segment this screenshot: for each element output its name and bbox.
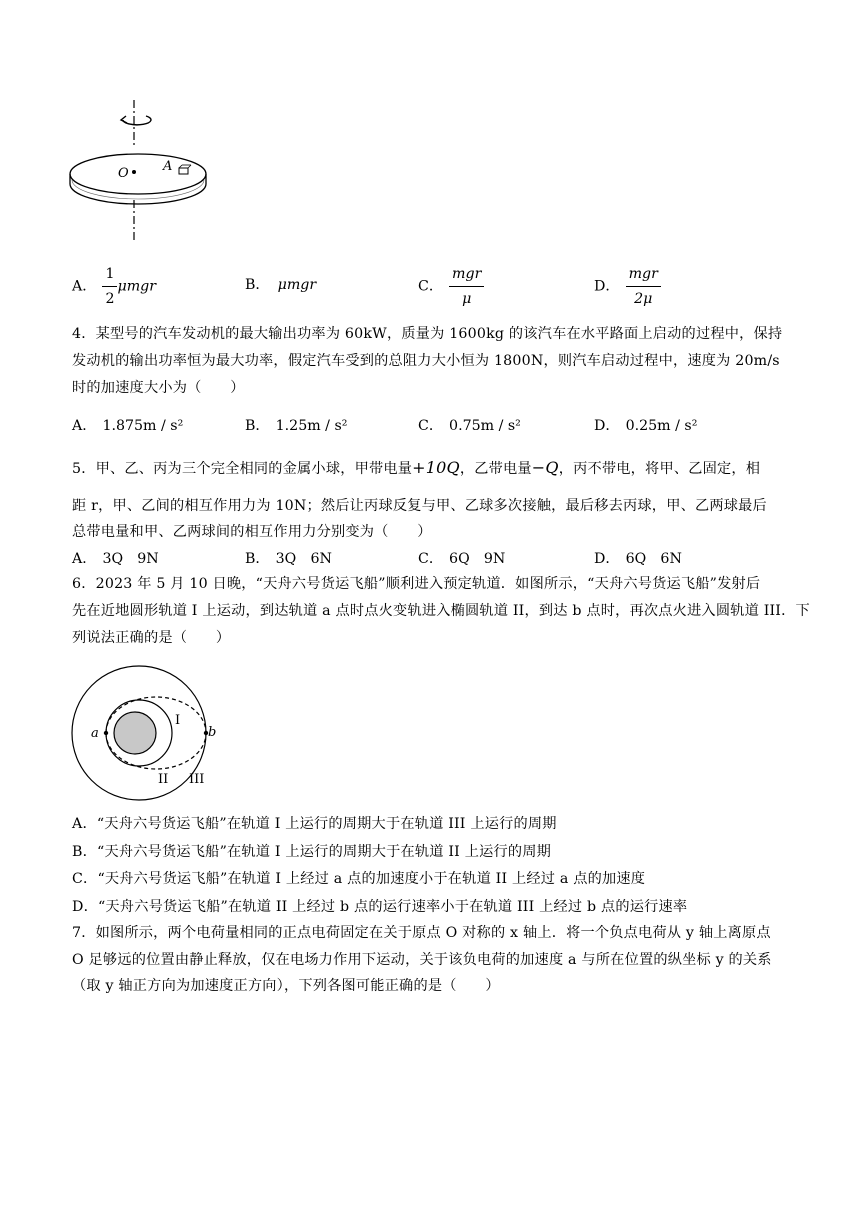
q5-line-3: 总带电量和甲、乙两球间的相互作用力分别变为（ ） bbox=[72, 524, 432, 540]
q6-option-c[interactable]: C．“天舟六号货运飞船”在轨道 I 上经过 a 点的加速度小于在轨道 II 上经过 a 点的加速度 bbox=[72, 871, 646, 887]
q3-option-a[interactable]: A． $\frac{1}{2}$ μmgr bbox=[72, 266, 157, 307]
label-point-b: b bbox=[208, 725, 217, 740]
orbit-figure bbox=[70, 664, 220, 804]
q6-line-1: 6．2023 年 5 月 10 日晚，“天舟六号货运飞船”顺利进入预定轨道．如图所示，“天舟六号货运飞船”发射后 bbox=[72, 576, 761, 592]
q4-line-3: 时的加速度大小为（ ） bbox=[72, 380, 245, 396]
label-orbit-2: II bbox=[158, 772, 169, 787]
label-orbit-1: I bbox=[175, 713, 181, 728]
q3-option-d[interactable]: D． $\frac{\text{mgr}}{2\mu}$ bbox=[594, 264, 661, 309]
q5-option-c[interactable]: C． 6Q 9N bbox=[418, 551, 506, 567]
q5-line-2: 距 r，甲、乙间的相互作用力为 10N；然后让丙球反复与甲、乙球多次接触，最后移去丙球，甲、乙两球最后 bbox=[72, 498, 767, 514]
q4-option-c[interactable]: C． 0.75m / s² bbox=[418, 418, 521, 434]
q7-line-1: 7．如图所示，两个电荷量相同的正点电荷固定在关于原点 O 对称的 x 轴上．将一个负点电荷从 y 轴上离原点 bbox=[72, 925, 771, 941]
q4-option-d[interactable]: D． 0.25m / s² bbox=[594, 418, 698, 434]
label-point-a: a bbox=[91, 726, 99, 741]
q4-option-a[interactable]: A． 1.875m / s² bbox=[72, 418, 184, 434]
q6-line-3: 列说法正确的是（ ） bbox=[72, 630, 231, 646]
q3-option-c[interactable]: C． $\frac{\text{mgr}}{\mu}$ bbox=[418, 264, 484, 309]
rotating-disk-figure bbox=[68, 100, 218, 245]
q6-line-2: 先在近地圆形轨道 I 上运动，到达轨道 a 点时点火变轨进入椭圆轨道 II，到达 b 点时，再次点火进入圆轨道 III．下 bbox=[72, 603, 810, 619]
q6-option-d[interactable]: D．“天舟六号货运飞船”在轨道 II 上经过 b 点的运行速率小于在轨道 III 上经过 b 点的运行速率 bbox=[72, 899, 688, 915]
label-orbit-3: III bbox=[189, 772, 205, 787]
q6-option-a[interactable]: A．“天舟六号货运飞船”在轨道 I 上运行的周期大于在轨道 III 上运行的周期 bbox=[72, 816, 557, 832]
q7-line-3: （取 y 轴正方向为加速度正方向），下列各图可能正确的是（ ） bbox=[72, 978, 500, 994]
label-a: A bbox=[163, 159, 173, 174]
q4-option-b[interactable]: B． 1.25m / s² bbox=[245, 418, 348, 434]
label-o: O bbox=[118, 166, 129, 181]
q6-option-b[interactable]: B．“天舟六号货运飞船”在轨道 I 上运行的周期大于在轨道 II 上运行的周期 bbox=[72, 844, 552, 860]
q4-line-1: 4．某型号的汽车发动机的最大输出功率为 60kW，质量为 1600kg 的该汽车在水平路面上启动的过程中，保持 bbox=[72, 326, 783, 342]
q7-line-2: O 足够远的位置由静止释放，仅在电场力作用下运动，关于该负电荷的加速度 a 与所在位置的纵坐标 y 的关系 bbox=[72, 952, 772, 968]
q3-option-b[interactable]: B． μmgr bbox=[245, 277, 317, 293]
q5-option-d[interactable]: D． 6Q 6N bbox=[594, 551, 682, 567]
q5-option-a[interactable]: A． 3Q 9N bbox=[72, 551, 159, 567]
q4-line-2: 发动机的输出功率恒为最大功率，假定汽车受到的总阻力大小恒为 1800N，则汽车启动过程中，速度为 20m/s bbox=[72, 353, 780, 369]
q5-option-b[interactable]: B． 3Q 6N bbox=[245, 551, 332, 567]
q5-line-1: 5．甲、乙、丙为三个完全相同的金属小球，甲带电量+10Q，乙带电量−Q，丙不带电，将甲、乙固定，相 bbox=[72, 458, 761, 477]
